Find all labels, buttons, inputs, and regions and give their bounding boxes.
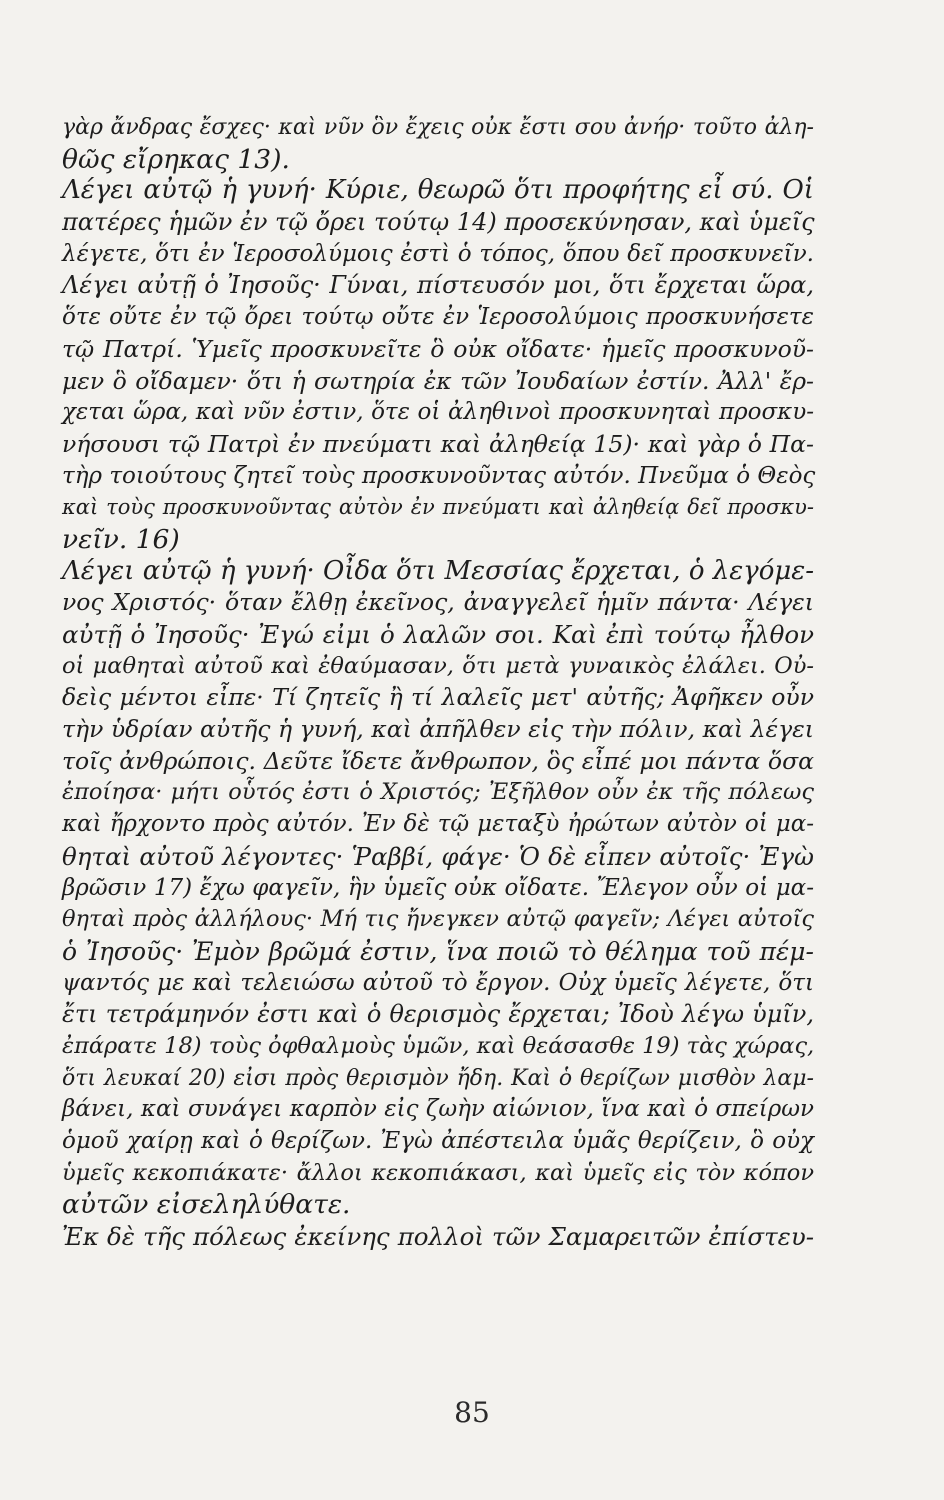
- text-line: Λέγει αὐτῷ ἡ γυνή· Οἶδα ὅτι Μεσσίας ἔρχεται, ὁ λεγόμε-: [62, 555, 814, 586]
- text-line: καὶ τοὺς προσκυνοῦντας αὐτὸν ἐν πνεύματι καὶ ἀληθείᾳ δεῖ προσκυ-: [62, 495, 814, 520]
- text-line: ἔτι τετράμηνόν ἐστι καὶ ὁ θερισμὸς ἔρχεται; Ἰδοὺ λέγω ὑμῖν,: [62, 1000, 814, 1029]
- text-line: μεν ὃ οἴδαμεν· ὅτι ἡ σωτηρία ἐκ τῶν Ἰουδαίων ἐστίν. Ἀλλ' ἔρ-: [62, 366, 814, 395]
- text-line: ἐπάρατε 18) τοὺς ὀφθαλμοὺς ὑμῶν, καὶ θεάσασθε 19) τὰς χώρας,: [62, 1032, 815, 1059]
- text-line: λέγετε, ὅτι ἐν Ἱεροσολύμοις ἐστὶ ὁ τόπος, ὅπου δεῖ προσκυνεῖν.: [62, 240, 814, 267]
- text-line: πατέρες ἡμῶν ἐν τῷ ὄρει τούτῳ 14) προσεκύνησαν, καὶ ὑμεῖς: [62, 208, 815, 237]
- main-text: [62, 112, 814, 1253]
- text-line: ὅτε οὔτε ἐν τῷ ὄρει τούτῳ οὔτε ἐν Ἱεροσολύμοις προσκυνήσετε: [62, 304, 814, 331]
- text-line: ἐποίησα· μήτι οὗτός ἐστι ὁ Χριστός; Ἐξῆλθον οὖν ἐκ τῆς πόλεως: [62, 779, 814, 806]
- text-line: ὑμεῖς κεκοπιάκατε· ἄλλοι κεκοπιάκασι, καὶ ὑμεῖς εἰς τὸν κόπον: [62, 1159, 814, 1186]
- text-line: ὁμοῦ χαίρῃ καὶ ὁ θερίζων. Ἐγὼ ἀπέστειλα ὑμᾶς θερίζειν, ὃ οὐχ: [62, 1128, 814, 1154]
- text-line: τοῖς ἀνθρώποις. Δεῦτε ἴδετε ἄνθρωπον, ὃς εἶπέ μοι πάντα ὅσα: [62, 746, 814, 775]
- text-line: τὴν ὑδρίαν αὐτῆς ἡ γυνή, καὶ ἀπῆλθεν εἰς τὴν πόλιν, καὶ λέγει: [62, 715, 814, 744]
- text-line: αὐτῇ ὁ Ἰησοῦς· Ἐγώ εἰμι ὁ λαλῶν σοι. Καὶ ἐπὶ τούτῳ ἦλθον: [62, 620, 814, 649]
- text-line: ὅτι λευκαί 20) εἰσι πρὸς θερισμὸν ἤδη. Καὶ ὁ θερίζων μισθὸν λαμ-: [62, 1065, 814, 1091]
- text-line: νεῖν. 16): [62, 523, 180, 555]
- text-line: θῶς εἴρηκας 13).: [62, 143, 290, 175]
- text-line: Λέγει αὐτῷ ἡ γυνή· Κύριε, θεωρῶ ὅτι προφήτης εἶ σύ. Οἱ: [62, 175, 814, 206]
- text-line: χεται ὥρα, καὶ νῦν ἐστιν, ὅτε οἱ ἀληθινοὶ προσκυνηταὶ προσκυ-: [62, 399, 814, 426]
- text-line: βρῶσιν 17) ἔχω φαγεῖν, ἣν ὑμεῖς οὐκ οἴδατε. Ἔλεγον οὖν οἱ μα-: [62, 874, 814, 901]
- text-line: ὁ Ἰησοῦς· Ἐμὸν βρῶμά ἐστιν, ἵνα ποιῶ τὸ θέλημα τοῦ πέμ-: [62, 936, 814, 966]
- text-line: Ἐκ δὲ τῆς πόλεως ἐκείνης πολλοὶ τῶν Σαμαρειτῶν ἐπίστευ-: [62, 1222, 814, 1252]
- text-line: αὐτῶν εἰσεληλύθατε.: [62, 1189, 351, 1221]
- text-line: γὰρ ἄνδρας ἔσχες· καὶ νῦν ὃν ἔχεις οὐκ ἔστι σου ἀνήρ· τοῦτο ἀλη-: [62, 115, 814, 140]
- text-line: νήσουσι τῷ Πατρὶ ἐν πνεύματι καὶ ἀληθείᾳ 15)· καὶ γὰρ ὁ Πα-: [62, 429, 814, 458]
- page-number: 85: [454, 1396, 490, 1429]
- text-line: Λέγει αὐτῇ ὁ Ἰησοῦς· Γύναι, πίστευσόν μοι, ὅτι ἔρχεται ὥρα,: [62, 271, 814, 300]
- text-line: τὴρ τοιούτους ζητεῖ τοὺς προσκυνοῦντας αὐτόν. Πνεῦμα ὁ Θεὸς: [62, 462, 816, 489]
- text-line: θηταὶ αὐτοῦ λέγοντες· Ῥαββί, φάγε· Ὁ δὲ εἶπεν αὐτοῖς· Ἐγὼ: [62, 841, 814, 871]
- text-line: τῷ Πατρί. Ὑμεῖς προσκυνεῖτε ὃ οὐκ οἴδατε· ἡμεῖς προσκυνοῦ-: [62, 334, 814, 363]
- text-line: οἱ μαθηταὶ αὐτοῦ καὶ ἐθαύμασαν, ὅτι μετὰ γυναικὸς ἐλάλει. Οὐ-: [62, 652, 814, 679]
- text-line: θηταὶ πρὸς ἀλλήλους· Μή τις ἤνεγκεν αὐτῷ φαγεῖν; Λέγει αὐτοῖς: [62, 906, 814, 933]
- text-line: ψαντός με καὶ τελειώσω αὐτοῦ τὸ ἔργον. Οὐχ ὑμεῖς λέγετε, ὅτι: [62, 969, 814, 996]
- text-line: καὶ ἤρχοντο πρὸς αὐτόν. Ἐν δὲ τῷ μεταξὺ ἠρώτων αὐτὸν οἱ μα-: [62, 811, 814, 838]
- text-line: νος Χριστός· ὅταν ἔλθῃ ἐκεῖνος, ἀναγγελεῖ ἡμῖν πάντα· Λέγει: [62, 588, 814, 617]
- text-line: δεὶς μέντοι εἶπε· Τί ζητεῖς ἢ τί λαλεῖς μετ' αὐτῆς; Ἀφῆκεν οὖν: [62, 683, 814, 712]
- text-line: βάνει, καὶ συνάγει καρπὸν εἰς ζωὴν αἰώνιον, ἵνα καὶ ὁ σπείρων: [62, 1096, 814, 1123]
